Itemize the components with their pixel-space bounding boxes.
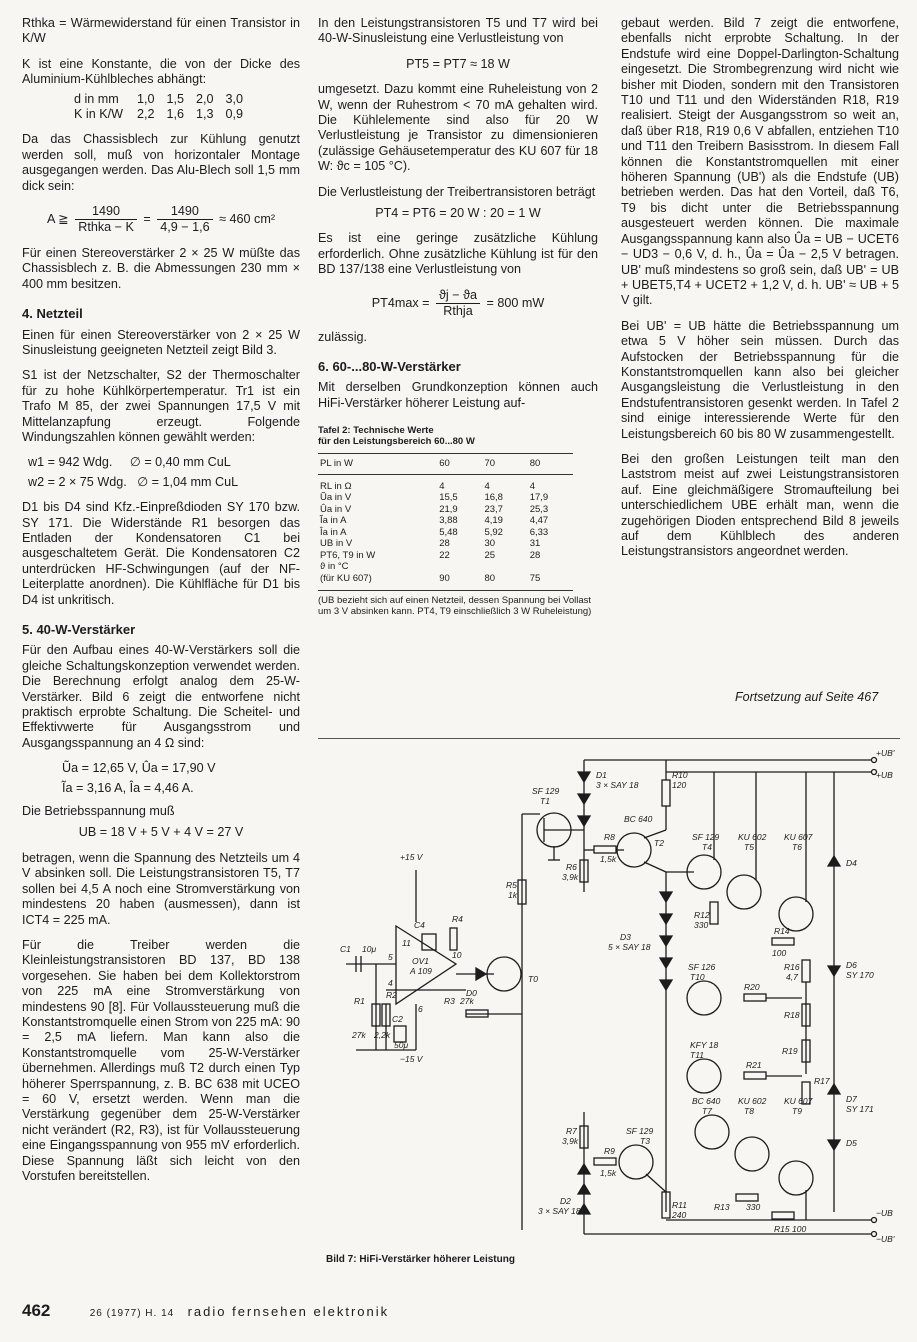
table-header-cell: PL in W (318, 454, 437, 475)
column-3 (621, 16, 899, 570)
k-table-cell: 1,6 (166, 107, 185, 122)
resistor-r12 (710, 902, 718, 924)
label: T1 (540, 796, 550, 806)
equation-current: Ĩa = 3,16 A, Îa = 4,46 A. (62, 780, 194, 795)
label: R3 (444, 996, 455, 1006)
label: C2 (392, 1014, 403, 1024)
journal-name: radio fernsehen elektronik (187, 1304, 390, 1319)
label: D2 (560, 1196, 571, 1206)
continuation-note: Fortsetzung auf Seite 467 (735, 690, 879, 704)
label: BC 640 (692, 1096, 721, 1106)
label: T9 (792, 1106, 802, 1116)
table-cell: 4 (439, 480, 445, 492)
table-cell: 4,19 (484, 515, 503, 527)
label: 4,7 (786, 972, 798, 982)
label: D5 (846, 1138, 857, 1148)
label: −UB (876, 1208, 893, 1218)
label: R14 (774, 926, 790, 936)
table-row (318, 504, 573, 516)
table-cell: Ũa in V (320, 492, 352, 504)
table-row (318, 474, 573, 492)
eq-result: ≈ 460 cm² (219, 212, 276, 227)
paragraph: Rthka = Wärmewiderstand für einen Transistor in K/W (22, 16, 300, 46)
label: C1 (340, 944, 351, 954)
label: R10 (672, 770, 688, 780)
fraction (157, 204, 212, 236)
table-cell: 31 (529, 538, 541, 550)
label: R11 (672, 1200, 687, 1210)
issue-info: 26 (1977) H. 14 (89, 1308, 175, 1319)
label: 1,5k (600, 1168, 617, 1178)
table-cell: 4,47 (529, 515, 549, 527)
diode-d3 (660, 914, 672, 924)
label: T4 (702, 842, 712, 852)
label: R1 (354, 996, 365, 1006)
section-heading: 4. Netzteil (22, 306, 83, 322)
label: R17 (814, 1076, 830, 1086)
label: R16 (784, 962, 800, 972)
table-cell: (für KU 607) (318, 573, 437, 591)
k-table-cell: 1,0 (137, 91, 155, 106)
transistor-t9 (779, 1161, 813, 1195)
label: +UB' (876, 748, 895, 758)
wire (646, 1174, 666, 1192)
equation-ub: UB = 18 V + 5 V + 4 V = 27 V (78, 825, 244, 840)
terminal (872, 758, 877, 763)
diode-d1 (578, 772, 590, 782)
label: 6 (418, 1004, 423, 1014)
denominator: Rthka − K (78, 220, 134, 235)
table-row (318, 538, 573, 550)
transistor-t8 (735, 1137, 769, 1171)
wire (644, 862, 666, 872)
table-caption (318, 425, 598, 447)
label: OV1 (412, 956, 430, 966)
paragraph: Bei den großen Leistungen teilt man den Laststrom meist auf zwei Leistungstransistoren auf. Eine gleichmäßigere Stromaufteilung bei unterschiedlichem UBE erhält man, wenn die zugehörigen Dioden entsprechend Bild 8 jeweils auf dem Kühlblech des anderen Leistungstransistors angeordnet werden. (621, 451, 899, 559)
diode-d7 (828, 1084, 840, 1094)
eq-lhs: PT4max = (371, 295, 430, 310)
table-cell (482, 561, 527, 573)
wire (644, 830, 666, 838)
table-cell: Îa in A (320, 526, 347, 538)
table-cell: 4 (529, 480, 535, 492)
k-table-cell: 2,2 (137, 107, 155, 122)
winding-1: w1 = 942 Wdg. ∅ = 0,40 mm CuL (28, 455, 231, 470)
tafel-2 (318, 453, 573, 591)
table-cell: PT6, T9 in W (320, 549, 376, 561)
label: KU 607 (784, 832, 813, 842)
numerator: 1490 (157, 204, 212, 220)
label: KU 602 (738, 1096, 767, 1106)
table-header-cell: 60 (437, 454, 482, 475)
resistor-r15 (772, 1212, 794, 1219)
transistor-t5 (727, 875, 761, 909)
table-cell: Ûa in V (320, 503, 352, 515)
terminal (872, 1218, 877, 1223)
fraction (75, 204, 137, 236)
table-cell (437, 561, 482, 573)
label: T8 (744, 1106, 754, 1116)
table-cell: 5,92 (484, 526, 503, 538)
diode-d3 (660, 892, 672, 902)
column-1 (22, 16, 300, 1194)
transistor-t10 (687, 981, 721, 1015)
label: 100 (792, 1224, 807, 1234)
diode-d3 (660, 936, 672, 946)
equation-voltage: Ũa = 12,65 V, Ûa = 17,90 V (62, 761, 216, 776)
label: R9 (604, 1146, 615, 1156)
table-cell: 28 (529, 549, 541, 561)
label: 330 (694, 920, 709, 930)
paragraph: Bei UB' = UB hätte die Betriebsspannung um etwa 5 V höher sein müssen. Durch das Aufstocken der Betriebsspannung für die Konstantstromquellen kann also bei gleicher Ausgangsleistung die Verlustleistung in den Endstufentransistoren gesenkt werden. In Tafel 2 sind einige interessierende Werte für den Leistungsbereich 60 bis 80 W zusammengestellt. (621, 318, 899, 441)
label: BC 640 (624, 814, 653, 824)
diode-d2 (578, 1164, 590, 1174)
paragraph: Mit derselben Grundkonzeption können auch HiFi-Verstärker höherer Leistung auf- (318, 380, 598, 410)
page-footer (22, 1303, 389, 1321)
table-cell: RL in Ω (320, 480, 352, 492)
label: D6 (846, 960, 857, 970)
table-cell: 25 (484, 549, 496, 561)
label: 3 × SAY 18 (538, 1206, 581, 1216)
k-table-cell: 1,5 (166, 91, 185, 106)
table-cell (528, 561, 573, 573)
label: 100 (772, 948, 787, 958)
label: T10 (690, 972, 705, 982)
label: R5 (506, 880, 517, 890)
resistor-r9 (594, 1158, 616, 1165)
label: KU 602 (738, 832, 767, 842)
resistor-r14 (772, 938, 794, 945)
table-cell: Ĩa in A (320, 515, 347, 527)
label: C4 (414, 920, 425, 930)
table-note: (UB bezieht sich auf einen Netzteil, dessen Spannung bei Vollast um 3 V absinken kann. PT4, T9 einschließlich 3 W Ruheleistung) (318, 595, 592, 618)
paragraph: Für den Aufbau eines 40-W-Verstärkers soll die gleiche Schaltungskonzeption verwendet werden. Die Berechnung erfolgt analog dem 25-W-Verstärker. Bild 6 zeigt die entworfene nicht praktisch erprobte Schaltung. Die Scheitel- und Effektivwerte für Ausgangsstrom und Ausgangsspannung an 4 Ω sind: (22, 643, 300, 750)
resistor-r10 (662, 780, 670, 806)
table-cell: 80 (482, 573, 527, 591)
table-cell: 21,9 (439, 503, 458, 515)
paragraph: K ist eine Konstante, die von der Dicke des Aluminium-Kühlbleches abhängt: (22, 56, 300, 87)
table-cell: 75 (528, 573, 573, 591)
k-table-label: K in K/W (74, 107, 123, 122)
denominator: Rthja (443, 304, 473, 319)
diode-d3 (660, 958, 672, 968)
label: 27k (460, 996, 474, 1006)
table-row (318, 527, 573, 539)
winding-2: w2 = 2 × 75 Wdg. ∅ = 1,04 mm CuL (28, 474, 239, 489)
diode-d5 (828, 1140, 840, 1150)
label: R19 (782, 1046, 798, 1056)
label: SF 129 (532, 786, 560, 796)
label: 1k (508, 890, 517, 900)
label: 2,2k (374, 1030, 391, 1040)
table-cell: 23,7 (484, 503, 503, 515)
paragraph: In den Leistungstransistoren T5 und T7 wird bei 40-W-Sinusleistung eine Verlustleistung von (318, 16, 598, 46)
diode-d4 (828, 856, 840, 866)
table-row (318, 492, 573, 504)
table-row (318, 561, 573, 573)
label: R15 (774, 1224, 790, 1234)
resistor-r8 (594, 846, 616, 853)
table-cell: 17,9 (529, 492, 549, 504)
label: R21 (746, 1060, 762, 1070)
label: 240 (672, 1210, 687, 1220)
label: 3 × SAY 18 (596, 780, 639, 790)
table-cell: UB in V (320, 538, 353, 550)
paragraph: betragen, wenn die Spannung des Netzteils um 4 V absinken soll. Die Leistungstransistoren T5, T7 sollen bei 4,5 A noch eine Stromverstärkung von mindestens 20 haben (ausmessen), dann ist ICT4 = 225 mA. (22, 850, 300, 927)
label: D7 (846, 1094, 857, 1104)
table-cell: 25,3 (529, 503, 549, 515)
paragraph: Für einen Stereoverstärker 2 × 25 W müßte das Chassisblech z. B. die Abmessungen 230 mm × 400 mm besitzen. (22, 245, 300, 291)
eq-lhs: A ≧ (46, 212, 69, 227)
label: R2 (386, 990, 397, 1000)
label: +15 V (400, 852, 423, 862)
diode-d3 (660, 980, 672, 990)
resistor-r4 (450, 928, 457, 950)
label: R12 (694, 910, 710, 920)
divider (318, 738, 900, 739)
table-header-row (318, 454, 573, 475)
paragraph: Die Betriebsspannung muß (22, 804, 175, 819)
label: R7 (566, 1126, 577, 1136)
equation-pt4max (318, 288, 598, 320)
label: T2 (654, 838, 664, 848)
numerator: ϑj − ϑa (436, 288, 480, 304)
paragraph: zulässig. (318, 329, 367, 344)
table-cell: 4 (484, 480, 490, 492)
table-cell: 15,5 (439, 492, 458, 504)
label: SF 129 (692, 832, 720, 842)
label: 5 × SAY 18 (608, 942, 651, 952)
label: −15 V (400, 1054, 423, 1064)
label: 11 (402, 938, 411, 948)
paragraph: D1 bis D4 sind Kfz.-Einpreßdioden SY 170 bzw. SY 171. Die Widerstände R1 besorgen das Entladen der Kondensatoren C1 bei ausgeschaltetem Gerät. Die Kondensatoren C2 unterdrücken HF-Schwingungen (auf der NF-Leiterplatte anordnen). Die Kühlfläche für D1 bis D4 ist unkritisch. (22, 500, 300, 607)
label: T6 (792, 842, 802, 852)
label: 50μ (394, 1040, 409, 1050)
table-cell: 6,33 (529, 526, 549, 538)
table-row (318, 550, 573, 562)
paragraph: Für die Treiber werden die Kleinleistungstransistoren BD 137, BD 138 vorgesehen. Sie haben bei dem Kollektorstrom von 225 mA eine Stromverstärkung von mindestens 90 [8]. Für Vollaussteuerung muß die Konstantstromquelle einen Strom von 225 mA: 90 = 2,5 mA liefern. Man kann also die Konstantstromquelle vom 25-W-Verstärker übernehmen. Allerdings muß T2 durch einen Typ höherer Sperrspannung, z. B. BC 638 mit UCEO = 60 V, ersetzt werden. Wenn man die Verstärkung gegenüber dem 25-W-Verstärker nicht verändert (R2, R3), ist für Vollaussteuerung eine Eingangsspannung von 955 mV erforderlich. Diese Spannung läßt sich leicht von den Vorstufen bereitstellen. (22, 937, 300, 1183)
label: SF 126 (688, 962, 716, 972)
table-cell: 22 (439, 549, 450, 561)
k-table-cell: 3,0 (225, 91, 244, 106)
label: 4 (388, 978, 393, 988)
paragraph: gebaut werden. Bild 7 zeigt die entworfene, ebenfalls nicht erprobte Schaltung. In der Endstufe wird eine Doppel-Darlington-Schaltung eingesetzt. Die Strombegrenzung wird nicht wie bisher mit Dioden, sondern mit den Transistoren T10 und T11 und den Widerständen R18, R19 realisiert. Steigt der Ausgangsstrom so weit an, daß über R18, R19 0,6 V abfallen, entziehen T10 und T11 den Treibern Basisstrom. In diesem Fall können die Konstantstromquellen mit einer höheren Spannung (UB') als die Endstufe (UB) betrieben werden. Das hat den Vorteil, daß T6, T9 bis dicht unter die Betriebsspannung ausgesteuert werden können. Die maximale Ausgangsspannung kann also Ûa = UB − UCET6 − UD3 − 0,6 V, d. h., Ûa = Ûa − 2,5 V betragen. UB' muß mindestens so groß sein, daß UB' = UB + UBET5,T4 + UCET2 + 1,2 V, d. h. UB' ≈ UB + 5 V gilt. (621, 16, 899, 308)
equation-pt4: PT4 = PT6 = 20 W : 20 = 1 W (375, 206, 541, 221)
label: R13 (714, 1202, 730, 1212)
diode-d6 (828, 966, 840, 976)
diode-d2 (578, 1184, 590, 1194)
table-cell: 30 (484, 538, 496, 550)
table-cell: ϑ in °C (320, 561, 349, 573)
label: 120 (672, 780, 687, 790)
k-table-label: d in mm (74, 91, 119, 106)
label: SY 170 (846, 970, 874, 980)
resistor-r20 (744, 994, 766, 1001)
label: T3 (640, 1136, 650, 1146)
label: T7 (702, 1106, 712, 1116)
label: A 109 (410, 966, 432, 976)
column-2 (318, 16, 598, 617)
denominator: 4,9 − 1,6 (160, 220, 210, 235)
label: R18 (784, 1010, 800, 1020)
paragraph: Es ist eine geringe zusätzliche Kühlung erforderlich. Ohne zusätzliche Kühlung ist für den BD 137/138 eine Verlustleistung von (318, 231, 598, 277)
table-cell: 16,8 (484, 492, 503, 504)
diode-d0 (476, 968, 486, 980)
k-table (68, 92, 249, 123)
resistor-r21 (744, 1072, 766, 1079)
label: D4 (846, 858, 857, 868)
label: KU 607 (784, 1096, 813, 1106)
circuit-schematic (326, 742, 900, 1250)
label: 3,9k (562, 1136, 579, 1146)
table-cell: 90 (437, 573, 482, 591)
label: T0 (528, 974, 538, 984)
page-number: 462 (22, 1301, 51, 1320)
label: D0 (466, 988, 477, 998)
table-row (318, 515, 573, 527)
label: SY 171 (846, 1104, 874, 1114)
label: D3 (620, 932, 631, 942)
table-cell: 5,48 (439, 526, 458, 538)
table-caption-line: Tafel 2: Technische Werte (318, 425, 434, 437)
section-heading: 5. 40-W-Verstärker (22, 622, 136, 637)
label: 5 (388, 952, 393, 962)
figure-caption: Bild 7: HiFi-Verstärker höherer Leistung (326, 1254, 515, 1265)
table-caption-line: für den Leistungsbereich 60...80 W (318, 436, 475, 448)
label: SF 129 (626, 1126, 654, 1136)
label: T11 (690, 1050, 705, 1060)
diode-d1 (578, 794, 590, 804)
eq-result: = 800 mW (486, 295, 545, 310)
table-cell: 3,88 (439, 515, 458, 527)
k-table-cell: 2,0 (196, 91, 214, 106)
label: D1 (596, 770, 607, 780)
label: +UB (876, 770, 893, 780)
paragraph: S1 ist der Netzschalter, S2 der Thermoschalter für zu hohe Kühlkörpertemperatur. Tr1 ist ein Trafo M 85, der zwei Spannungen 17,5 V mit Mittelanzapfung erzeugt. Folgende Windungszahlen können gewählt werden: (22, 368, 300, 444)
transistor-t7 (695, 1115, 729, 1149)
label: R8 (604, 832, 615, 842)
fraction (436, 288, 480, 320)
label: KFY 18 (690, 1040, 719, 1050)
table-header-cell: 70 (482, 454, 527, 475)
k-table-cell: 1,3 (196, 107, 214, 122)
k-table-cell: 0,9 (225, 107, 244, 122)
resistor-r13 (736, 1194, 758, 1201)
paragraph: Da das Chassisblech zur Kühlung genutzt werden soll, muß von horizontaler Montage ausgegangen werden. Das Alu-Blech soll 1,5 mm dick sein: (22, 132, 300, 193)
label: T5 (744, 842, 754, 852)
section-heading: 6. 60-...80-W-Verstärker (318, 358, 461, 374)
transistor-t11 (687, 1059, 721, 1093)
numerator: 1490 (75, 204, 137, 220)
diode-d1 (578, 816, 590, 826)
label: 330 (746, 1202, 761, 1212)
table-header-cell: 80 (528, 454, 573, 475)
resistor-r16 (802, 960, 810, 982)
equation-pt5: PT5 = PT7 ≈ 18 W (406, 56, 510, 71)
label: R6 (566, 862, 577, 872)
paragraph: umgesetzt. Dazu kommt eine Ruheleistung von 2 W, wenn der Ruhestrom < 70 mA gehalten wird. Die Kühlelemente sind also für 20 W Verlustleistung je Transistor zu dimensionieren (zulässige Gehäusetemperatur des KU 607 für 18 W: ϑc = 105 °C). (318, 82, 598, 174)
transistor-t3 (619, 1145, 653, 1179)
label: 27k (352, 1030, 366, 1040)
label: 10 (452, 950, 462, 960)
paragraph: Die Verlustleistung der Treibertransistoren beträgt (318, 184, 596, 199)
label: R4 (452, 914, 463, 924)
label: 1,5k (600, 854, 617, 864)
label: 10μ (362, 944, 377, 954)
table-cell: 28 (439, 538, 450, 550)
paragraph: Einen für einen Stereoverstärker von 2 × 25 W Sinusleistung geeigneten Netzteil zeigt Bild 3. (22, 327, 300, 357)
label: −UB' (876, 1234, 895, 1244)
label: R20 (744, 982, 760, 992)
label: 3,9k (562, 872, 579, 882)
equation-area: A ≧ $\frac{1490}{\text{Rthka − K}}$ = $\frac{1490}{4,9 - 1,6}$ ≈ 460 cm² (46, 204, 276, 235)
table-row (318, 573, 573, 591)
